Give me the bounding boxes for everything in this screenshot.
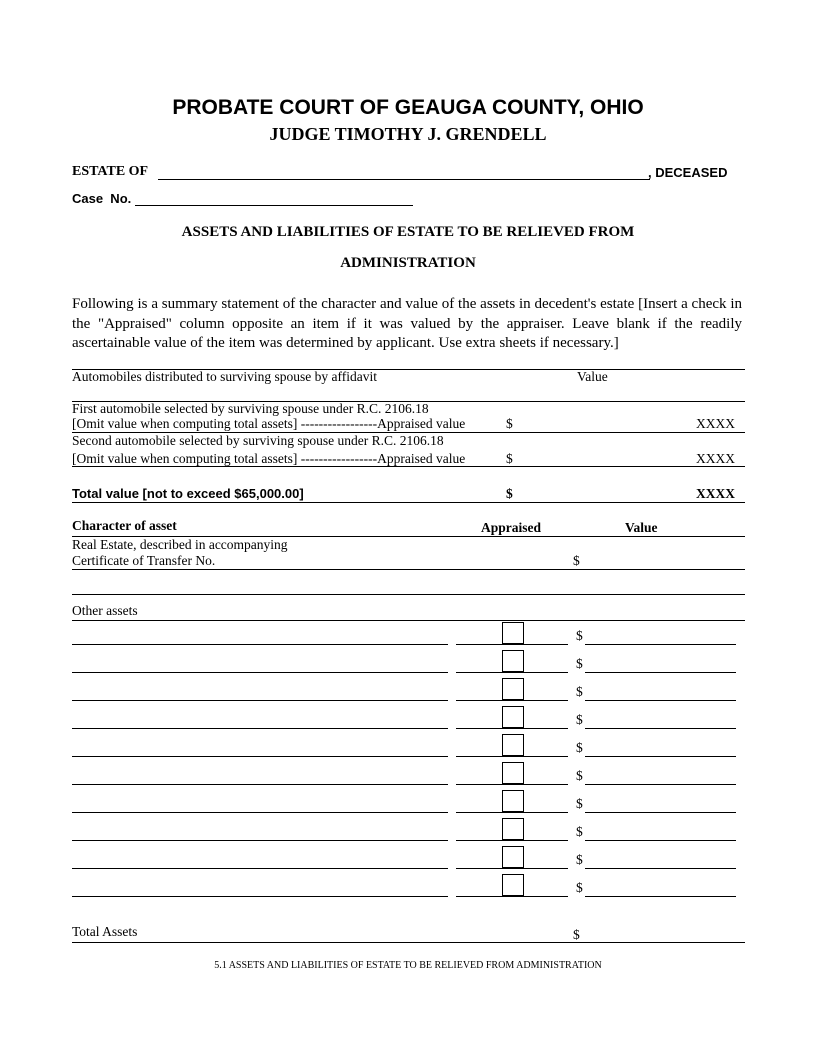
asset-value-field[interactable] [585, 840, 736, 841]
value-header: Value [625, 520, 658, 535]
asset-description-field[interactable] [72, 700, 448, 701]
case-number-label: Case No. [72, 191, 132, 206]
asset-value-field[interactable] [585, 700, 736, 701]
deceased-label: , DECEASED [648, 165, 728, 180]
form-footer: 5.1 ASSETS AND LIABILITIES OF ESTATE TO BE RELIEVED FROM ADMINISTRATION [214, 960, 602, 971]
asset-dollar: $ [576, 824, 583, 839]
court-title: PROBATE COURT OF GEAUGA COUNTY, OHIO [172, 96, 644, 119]
divider [72, 466, 745, 467]
asset-description-field[interactable] [72, 672, 448, 673]
appraised-line [456, 644, 568, 645]
asset-dollar: $ [576, 684, 583, 699]
appraised-line [456, 784, 568, 785]
asset-value-field[interactable] [585, 728, 736, 729]
asset-value-field[interactable] [585, 896, 736, 897]
appraised-checkbox[interactable] [502, 818, 524, 840]
appraised-checkbox[interactable] [502, 874, 524, 896]
appraised-line [456, 672, 568, 673]
appraised-line [456, 868, 568, 869]
asset-dollar: $ [576, 740, 583, 755]
asset-description-field[interactable] [72, 812, 448, 813]
asset-dollar: $ [576, 880, 583, 895]
estate-name-field[interactable] [158, 179, 650, 180]
first-automobile-line2: [Omit value when computing total assets] -----------------Appraised value [72, 416, 466, 431]
divider [72, 620, 745, 621]
appraised-checkbox[interactable] [502, 734, 524, 756]
estate-label: ESTATE OF [72, 164, 149, 179]
asset-dollar: $ [576, 656, 583, 671]
character-of-asset-header: Character of asset [72, 518, 177, 533]
appraised-header: Appraised [481, 520, 542, 535]
real-estate-line1: Real Estate, described in accompanying [72, 537, 288, 552]
second-automobile-xxxx: XXXX [696, 451, 735, 466]
appraised-checkbox[interactable] [502, 678, 524, 700]
appraised-line [456, 840, 568, 841]
other-assets-label: Other assets [72, 603, 138, 618]
appraised-checkbox[interactable] [502, 762, 524, 784]
asset-value-field[interactable] [585, 644, 736, 645]
divider [72, 502, 745, 503]
asset-dollar: $ [576, 768, 583, 783]
appraised-line [456, 700, 568, 701]
asset-description-field[interactable] [72, 728, 448, 729]
asset-value-field[interactable] [585, 868, 736, 869]
asset-description-field[interactable] [72, 896, 448, 897]
appraised-checkbox[interactable] [502, 650, 524, 672]
total-assets-dollar: $ [573, 927, 580, 942]
asset-description-field[interactable] [72, 868, 448, 869]
appraised-checkbox[interactable] [502, 706, 524, 728]
appraised-checkbox[interactable] [502, 846, 524, 868]
case-number-field[interactable] [135, 205, 413, 206]
second-automobile-line2: [Omit value when computing total assets] -----------------Appraised value [72, 451, 466, 466]
asset-value-field[interactable] [585, 812, 736, 813]
automobiles-total-label: Total value [not to exceed $65,000.00] [72, 486, 304, 501]
asset-dollar: $ [576, 852, 583, 867]
automobiles-total-dollar: $ [506, 486, 513, 501]
asset-description-field[interactable] [72, 840, 448, 841]
divider [72, 594, 745, 595]
second-automobile-dollar: $ [506, 451, 513, 466]
automobiles-total-xxxx: XXXX [696, 486, 735, 501]
asset-value-field[interactable] [585, 784, 736, 785]
appraised-checkbox[interactable] [502, 622, 524, 644]
asset-dollar: $ [576, 796, 583, 811]
intro-paragraph: Following is a summary statement of the character and value of the assets in decedent's estate [Insert a check in the "Appraised" column opposite an item if it was valued by the appraiser. Leave blank if the readily ascertainable value of the item was determined by applicant. Use extra sheets if necessary.] [72, 296, 742, 351]
asset-description-field[interactable] [72, 756, 448, 757]
real-estate-line2: Certificate of Transfer No. [72, 553, 216, 568]
real-estate-dollar: $ [573, 553, 580, 568]
divider [72, 569, 745, 570]
automobiles-value-header: Value [577, 369, 608, 384]
divider [72, 942, 745, 943]
automobiles-header: Automobiles distributed to surviving spouse by affidavit [72, 369, 377, 384]
appraised-line [456, 728, 568, 729]
asset-description-field[interactable] [72, 784, 448, 785]
first-automobile-dollar: $ [506, 416, 513, 431]
appraised-line [456, 896, 568, 897]
first-automobile-xxxx: XXXX [696, 416, 735, 431]
total-assets-label: Total Assets [72, 924, 138, 939]
asset-dollar: $ [576, 628, 583, 643]
asset-dollar: $ [576, 712, 583, 727]
second-automobile-line1: Second automobile selected by surviving spouse under R.C. 2106.18 [72, 433, 444, 448]
appraised-line [456, 756, 568, 757]
form-title-line2: ADMINISTRATION [340, 255, 476, 271]
form-title-line1: ASSETS AND LIABILITIES OF ESTATE TO BE RELIEVED FROM [181, 224, 635, 240]
judge-name: JUDGE TIMOTHY J. GRENDELL [269, 124, 547, 144]
first-automobile-line1: First automobile selected by surviving spouse under R.C. 2106.18 [72, 401, 429, 416]
asset-value-field[interactable] [585, 756, 736, 757]
appraised-line [456, 812, 568, 813]
asset-description-field[interactable] [72, 644, 448, 645]
appraised-checkbox[interactable] [502, 790, 524, 812]
asset-value-field[interactable] [585, 672, 736, 673]
